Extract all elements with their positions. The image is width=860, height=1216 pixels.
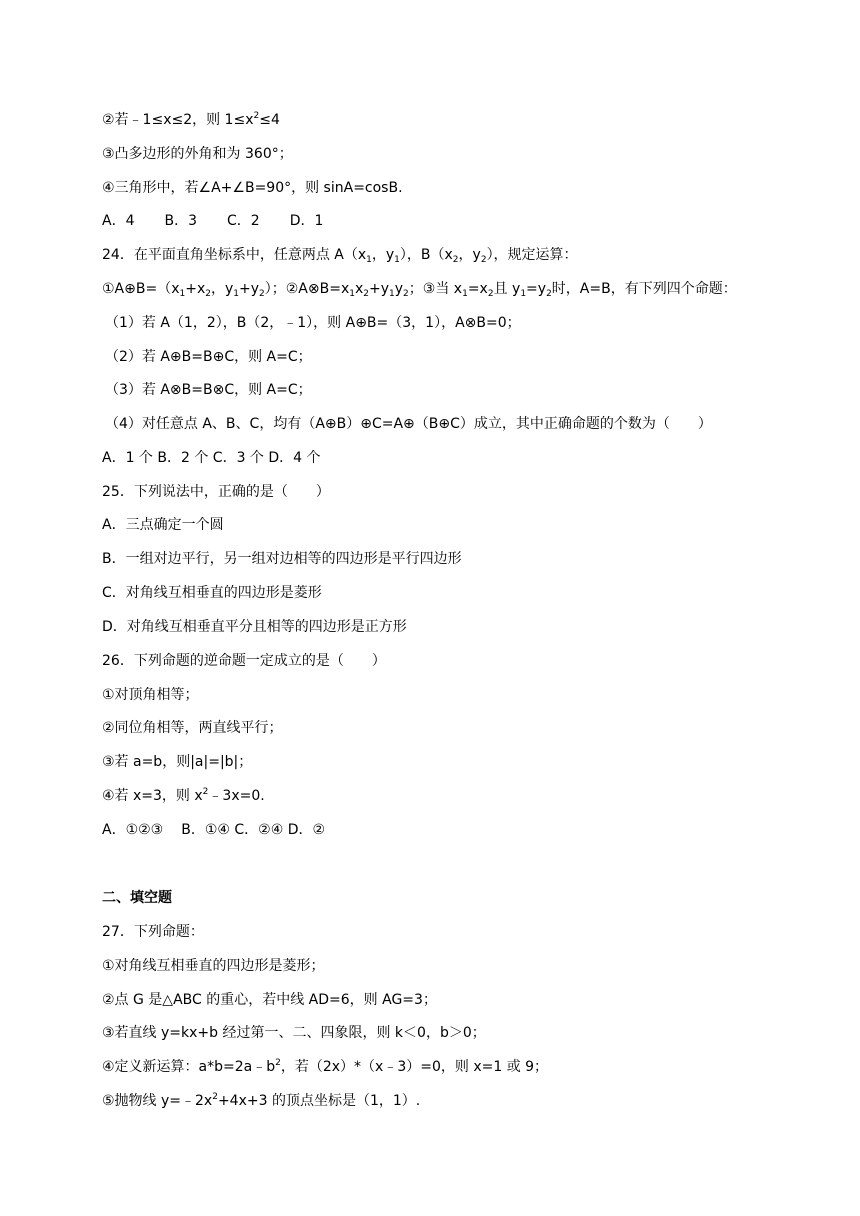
q23-item-3: ③凸多边形的外角和为 360°；: [102, 146, 293, 162]
q27-stem: 27．下列命题：: [102, 924, 204, 940]
option-d: D．1: [289, 213, 324, 229]
option-b: B．3: [164, 213, 197, 229]
q27-item-2: ②点 G 是△ABC 的重心，若中线 AD=6，则 AG=3；: [102, 992, 437, 1008]
q24-proposition-1: （1）若 A（1，2），B（2，﹣1），则 A⊕B=（3，1），A⊗B=0；: [105, 315, 521, 331]
q24-stem: 24．在平面直角坐标系中，任意两点 $A(x_1$，$y_1$），$B(x_2$，$y_2$），规定运算：: [102, 247, 578, 265]
q26-stem: 26．下列命题的逆命题一定成立的是（ ）: [102, 653, 386, 669]
q25-option-c: C．对角线互相垂直的四边形是菱形: [102, 585, 322, 601]
q23-item-4: ④三角形中，若∠A+∠B=90°，则 sinA=cosB.: [102, 180, 403, 196]
option-a: A．①②③: [102, 822, 164, 838]
q27-item-3: ③若直线 y=kx+b 经过第一、二、四象限，则 k＜0，b＞0；: [102, 1025, 486, 1041]
q23-item-2: ②若﹣1≤x≤2，则 $1\le x^2\le 4$: [102, 111, 280, 128]
q25-option-d: D．对角线互相垂直平分且相等的四边形是正方形: [102, 619, 407, 635]
q23-options: [102, 211, 323, 231]
q25-stem: 25．下列说法中，正确的是（ ）: [102, 484, 330, 500]
q27-item-1: ①对角线互相垂直的四边形是菱形；: [102, 958, 325, 974]
q24-rules: $①A\oplus B=(x_1+x_2$，$y_1+y_2$）；$②A\otimes B=x_1x_2+y_1y_2$；③当 $x_1=x_2$且 $y_1=y_2$时，A=B，有下列四个命题：: [102, 281, 737, 299]
section-heading: 二、填空题: [102, 890, 172, 906]
q26-item-4: ④若 x=3，则 $x^2﹣3x=0$.: [102, 787, 265, 804]
q24-proposition-2: （2）若 A⊕B=B⊕C，则 A=C；: [105, 349, 312, 365]
q26-item-1: ①对顶角相等；: [102, 687, 199, 703]
q26-item-3: ③若 a=b，则|a|=|b|；: [102, 754, 253, 770]
option-a: A．4: [102, 213, 135, 229]
q24-options: A．1 个 B．2 个 C．3 个 D．4 个: [102, 450, 321, 466]
q27-item-4: ④定义新运算：$a*b=2a﹣b^2$，若（2x）*（x﹣3）=0，则 x=1 或 9；: [102, 1058, 549, 1075]
q26-item-2: ②同位角相等，两直线平行；: [102, 720, 283, 736]
q26-options: [102, 820, 325, 840]
q27-item-5: ⑤抛物线 $y=﹣2x^2+4x+3$ 的顶点坐标是（1，1）.: [102, 1092, 421, 1109]
options-rest: B．①④ C．②④ D．②: [181, 822, 326, 838]
q25-option-b: B．一组对边平行，另一组对边相等的四边形是平行四边形: [102, 551, 462, 567]
option-c: C．2: [227, 213, 260, 229]
q24-proposition-4: （4）对任意点 A、B、C，均有（A⊕B）⊕C=A⊕（B⊕C）成立，其中正确命题的个数为（ ）: [105, 416, 712, 432]
q25-option-a: A．三点确定一个圆: [102, 517, 224, 533]
q24-proposition-3: （3）若 A⊗B=B⊗C，则 A=C；: [105, 382, 312, 398]
